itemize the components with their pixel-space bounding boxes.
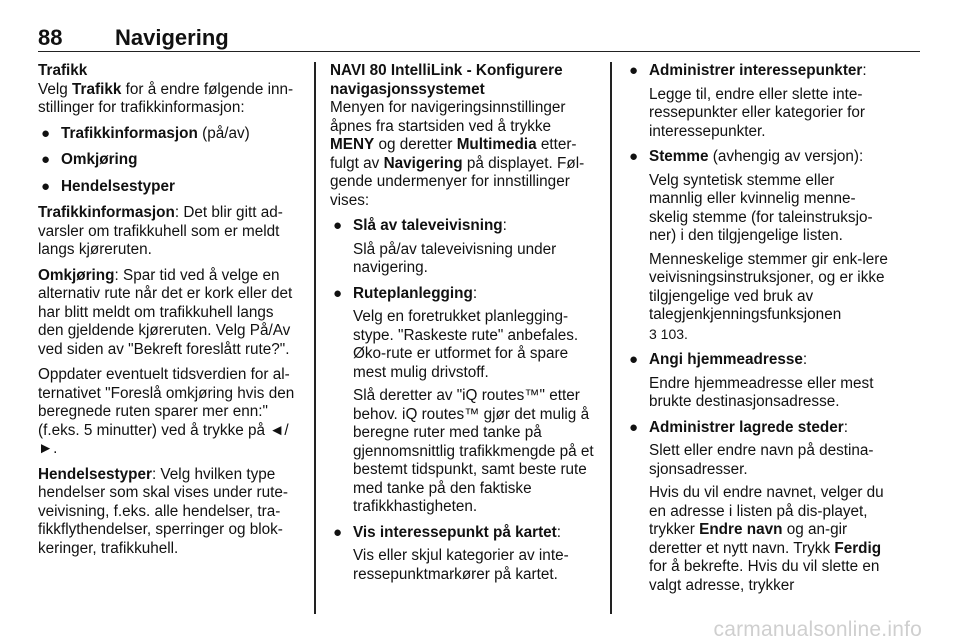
page-number: 88	[38, 25, 63, 50]
section-heading-navi80: NAVI 80 IntelliLink - Konfigurere navigasjonssystemet	[330, 62, 563, 98]
bullet-icon: ●	[333, 284, 343, 302]
list-item: ● Administrer lagrede steder: Slett eller endre navn på destina-sjonsadresser. Hvis du vil endre navnet, velger du en adresse i listen på dis-playet, trykker Endre navn og an-gir deretter et nytt navn. Trykk Ferdig for å bekrefte. Hvis du vil slette en valgt adresse, trykker	[629, 418, 884, 594]
settings-submenu-list	[330, 217, 596, 584]
page-header	[38, 24, 920, 52]
bullet-icon: ●	[333, 217, 343, 234]
column-divider	[314, 62, 316, 614]
section-heading-trafikk: Trafikk	[38, 62, 88, 79]
list-item: ● Slå av taleveivisning: Slå på/av taleveivisning under navigering.	[333, 217, 557, 276]
paragraph-event-types: Hendelsestyper: Velg hvilken type hendelser som skal vises under rute-veivisning, f.eks. alle hendelser, tra-fikkflythendelser, sperringer og blok-keringer, trafikkuhell.	[38, 465, 288, 557]
watermark: carmanualsonline.info	[713, 618, 922, 641]
bullet-icon: ●	[333, 523, 343, 541]
column-navi80	[330, 62, 596, 591]
page-reference-link[interactable]: 3 103.	[649, 325, 688, 342]
paragraph-detour: Omkjøring: Spar tid ved å velge en alternativ rute når det er kork eller det har blitt meldt om trafikkuhell langs den gjeldende kjøreruten. Velg På/Av ved siden av "Bekreft foreslått rute?".	[38, 266, 293, 358]
bullet-icon: ●	[41, 124, 51, 142]
column-navi80-continued	[626, 62, 890, 602]
bullet-icon: ●	[629, 148, 639, 165]
page-title: Navigering	[115, 25, 229, 50]
paragraph-traffic-info: Trafikkinformasjon: Det blir gitt ad-varsler om trafikkuhell som er meldt langs kjøreruten.	[38, 204, 283, 258]
settings-submenu-list-continued	[626, 62, 890, 595]
bullet-icon: ●	[41, 177, 51, 195]
list-item: ● Hendelsestyper	[41, 177, 175, 195]
list-item: ● Vis interessepunkt på kartet: Vis eller skjul kategorier av inte-ressepunktmarkører på kartet.	[333, 523, 569, 583]
list-item: ● Trafikkinformasjon (på/av)	[41, 124, 250, 142]
list-item: ● Stemme (avhengig av versjon): Velg syntetisk stemme eller mannlig eller kvinnelig menne-skelig stemme (for taleinstruksjo-ner) i den tilgjengelige listen. Menneskelige stemmer gir enk-lere veivisningsinstruksjoner, og er ikke tilgjengelige ved bruk av talegjenkjenningsfunksjonen 3 103.	[629, 148, 888, 342]
intro-paragraph: Menyen for navigeringsinnstillinger åpnes fra startsiden ved å trykke MENY og deretter Multimedia etter-fulgt av Navigering på displayet. Føl-gende undermenyer for innstillinger vises:	[330, 99, 585, 209]
intro-paragraph: Velg Trafikk for å endre følgende inn-stillinger for trafikkinformasjon:	[38, 80, 294, 116]
bullet-icon: ●	[629, 418, 639, 436]
list-item: ● Administrer interessepunkter: Legge til, endre eller slette inte-ressepunkter eller kategorier for interessepunkter.	[629, 62, 867, 140]
list-item: ● Omkjøring	[41, 151, 138, 168]
traffic-options-list	[38, 125, 302, 197]
paragraph-update-time: Oppdater eventuelt tidsverdien for al-ternativet "Foreslå omkjøring hvis den beregnede ruten sparer mer enn:" (f.eks. 5 minutter) ved å trykke på ◄/►.	[38, 366, 295, 457]
bullet-icon: ●	[41, 151, 51, 168]
bullet-icon: ●	[629, 351, 639, 368]
column-divider	[610, 62, 612, 614]
column-traffic	[38, 62, 302, 565]
bullet-icon: ●	[629, 62, 639, 79]
list-item: ● Ruteplanlegging: Velg en foretrukket planlegging-stype. "Raskeste rute" anbefales. Øko-rute er utformet for å spare mest mulig drivstoff. Slå deretter av "iQ routes™" etter behov. iQ routes™ gjør det mulig å beregne ruter med tanke på gjennomsnittlig trafikkmengde på et bestemt tidspunkt, samt beste rute med tanke på den faktiske trafikkhastigheten.	[333, 284, 594, 515]
list-item: ● Angi hjemmeadresse: Endre hjemmeadresse eller mest brukte destinasjonsadresse.	[629, 351, 874, 410]
